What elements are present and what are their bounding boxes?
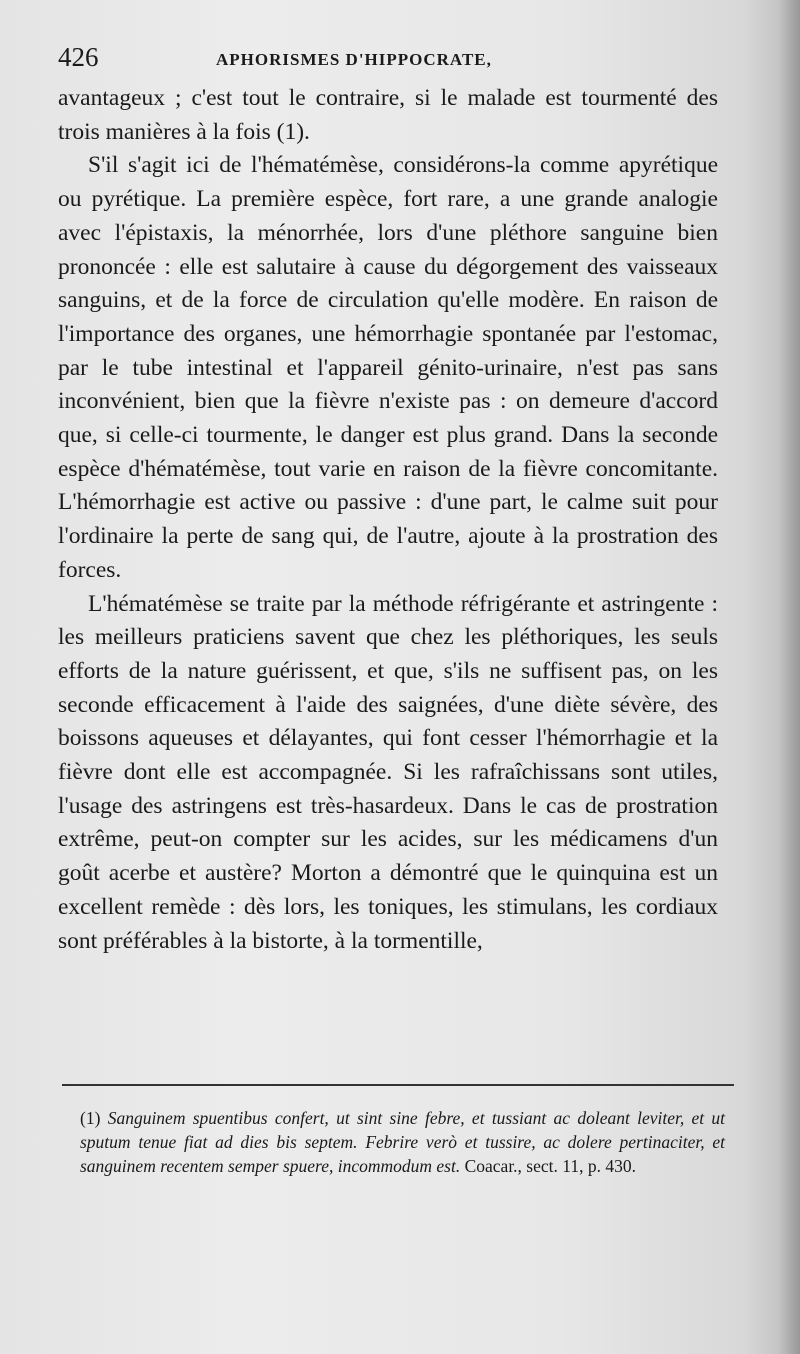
footnote-marker: (1) <box>80 1108 101 1128</box>
footnote <box>80 1106 725 1178</box>
paragraph-1: avantageux ; c'est tout le contraire, si le malade est tourmenté des trois manières à la fois (1). <box>58 85 718 145</box>
footnote-rule <box>62 1084 734 1086</box>
page-header <box>58 42 718 82</box>
main-text <box>58 82 718 958</box>
footnote-citation: Coacar., sect. 11, p. 430. <box>464 1156 636 1176</box>
page-edge-shadow <box>778 0 800 1354</box>
paragraph-3: L'hématémèse se traite par la méthode réfrigérante et astringente : les meilleurs praticiens savent que chez les pléthoriques, les seuls efforts de la nature guérissent, et que, s'ils ne suffisent pas, on les seconde efficacement à l'aide des saignées, d'une diète sévère, des boissons aqueuses et délayantes, qui font cesser l'hémorrhagie et la fièvre dont elle est accompagnée. Si les rafraîchissans sont utiles, l'usage des astringens est très-hasardeux. Dans le cas de prostration extrême, peut-on compter sur les acides, sur les médicamens d'un goût acerbe et austère? Morton a démontré que le quinquina est un excellent remède : dès lors, les toniques, les stimulans, les cordiaux sont préférables à la bistorte, à la tormentille, <box>58 590 718 954</box>
paragraph-2: S'il s'agit ici de l'hématémèse, considérons-la comme apyrétique ou pyrétique. La première espèce, fort rare, a une grande analogie avec l'épistaxis, la ménorrhée, lors d'une pléthore sanguine bien prononcée : elle est salutaire à cause du dégorgement des vaisseaux sanguins, et de la force de circulation qu'elle modère. En raison de l'importance des organes, une hémorrhagie spontanée par l'estomac, par le tube intestinal et l'appareil génito-urinaire, n'est pas sans inconvénient, bien que la fièvre n'existe pas : on demeure d'accord que, si celle-ci tourmente, le danger est plus grand. Dans la seconde espèce d'hématémèse, tout varie en raison de la fièvre concomitante. L'hémorrhagie est active ou passive : d'une part, le calme suit pour l'ordinaire la perte de sang qui, de l'autre, ajoute à la prostration des forces. <box>58 152 718 583</box>
running-title: APHORISMES D'HIPPOCRATE, <box>216 50 492 69</box>
page-number: 426 <box>58 42 99 72</box>
footnote-latin-text: Sanguinem spuentibus confert, ut sint sine febre, et tussiant ac doleant leviter, et ut sputum tenue fiat ad dies bis septem. Febrire verò et tussire, ac dolere pertinaciter, et sanguinem recentem semper spuere, incommodum est. <box>80 1108 726 1176</box>
